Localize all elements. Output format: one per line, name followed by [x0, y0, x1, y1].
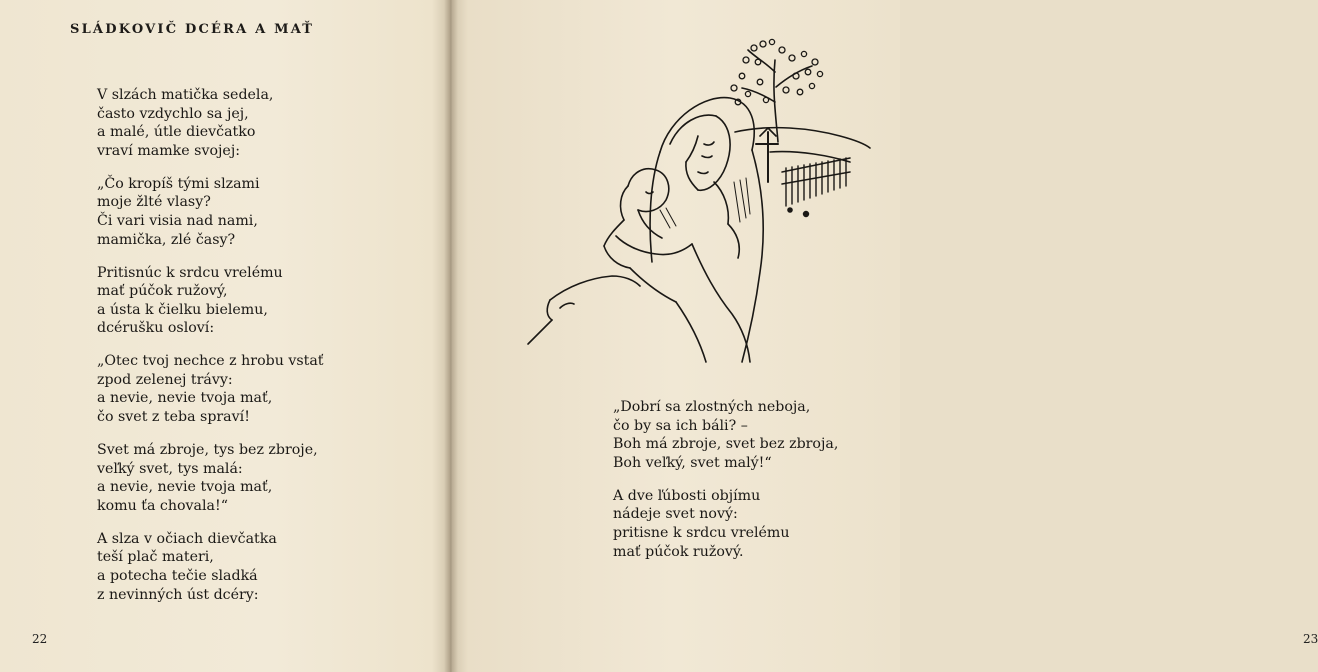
verse-line: a potecha tečie sladká [97, 568, 258, 585]
verse-line: V slzách matička sedela, [97, 87, 274, 103]
verse-line: zpod zelenej trávy: [97, 371, 233, 388]
left-page [0, 0, 450, 672]
verse-line: dcérušku osloví: [97, 320, 215, 337]
stanza [97, 264, 324, 338]
stanza [97, 86, 324, 160]
verse-line: z nevinných úst dcéry: [97, 586, 259, 603]
verse-line: čo by sa ich báli? – [613, 417, 748, 434]
verse-line: Pritisnúc k srdcu vrelému [97, 264, 283, 281]
verse-line: vraví mamke svojej: [97, 142, 240, 159]
verse-line: Svet má zbroje, tys bez zbroje, [97, 442, 318, 459]
verse-line: mamička, zlé časy? [97, 231, 236, 248]
verse-line: mať púčok ružový, [97, 283, 228, 300]
page-number: 23 [1303, 632, 1318, 646]
right-poem [613, 398, 838, 576]
verse-line: „Dobrí sa zlostných neboja, [613, 399, 811, 415]
left-poem [97, 86, 324, 619]
page-number: 22 [32, 632, 48, 646]
verse-line: A dve ľúbosti objímu [613, 487, 761, 504]
stanza [97, 530, 324, 604]
verse-line: moje žlté vlasy? [97, 194, 211, 211]
verse-line: a ústa k čielku bielemu, [97, 301, 268, 318]
verse-line: a nevie, nevie tvoja mať, [97, 479, 273, 496]
stanza [613, 398, 838, 472]
verse-line: A slza v očiach dievčatka [97, 530, 277, 547]
stanza [97, 352, 324, 426]
verse-line: Boh má zbroje, svet bez zbroja, [613, 436, 839, 453]
stanza [613, 487, 838, 561]
verse-line: často vzdychlo sa jej, [97, 105, 249, 122]
verse-line: teší plač materi, [97, 549, 214, 566]
verse-line: veľký svet, tys malá: [97, 460, 243, 477]
verse-line: „Otec tvoj nechce z hrobu vstať [97, 353, 324, 370]
verse-line: „Čo kropíš tými slzami [97, 175, 260, 192]
verse-line: nádeje svet nový: [613, 506, 738, 523]
running-head: SLÁDKOVIČ DCÉRA A MAŤ [70, 22, 315, 37]
verse-line: a malé, útle dievčatko [97, 124, 256, 141]
verse-line: čo svet z teba spraví! [97, 409, 250, 426]
verse-line: mať púčok ružový. [613, 543, 744, 560]
stanza [97, 441, 324, 515]
verse-line: a nevie, nevie tvoja mať, [97, 390, 273, 407]
mother-daughter-ink-sketch-icon [520, 32, 880, 372]
stanza [97, 175, 324, 249]
verse-line: Boh veľký, svet malý!“ [613, 454, 772, 471]
verse-line: Či vari visia nad nami, [97, 212, 258, 229]
verse-line: pritisne k srdcu vrelému [613, 524, 790, 541]
verse-line: komu ťa chovala!“ [97, 497, 228, 514]
